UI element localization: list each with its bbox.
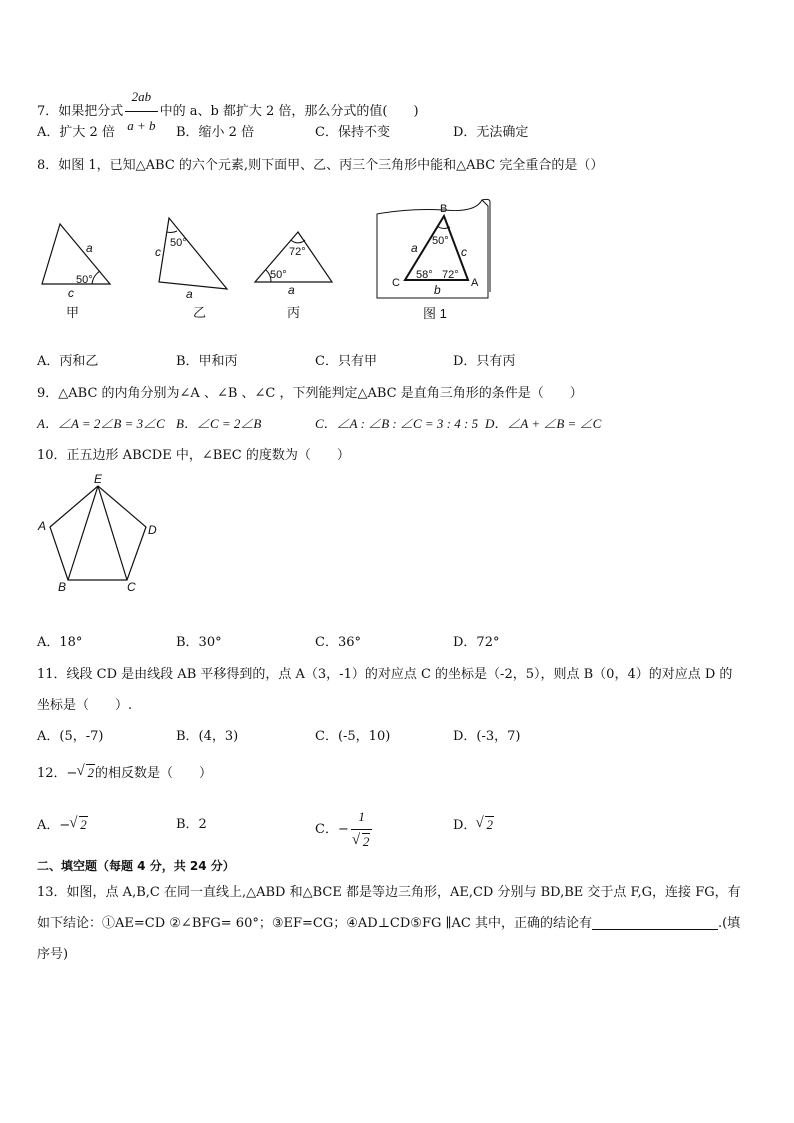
- figure-1: [377, 199, 490, 321]
- q10-option-a: A．18°: [37, 635, 83, 650]
- yi-side1: c: [155, 245, 161, 259]
- q12-rad: 2: [87, 765, 94, 780]
- q7-option-a: A．扩大 2 倍: [37, 125, 115, 140]
- q12-suffix: 的相反数是（ ）: [94, 766, 212, 781]
- fig1-vertex-b: B: [440, 203, 448, 215]
- q10-stem: 10．正五边形 ABCDE 中，∠BEC 的度数为（ ）: [37, 448, 350, 463]
- q12-opt-c-label: C．: [315, 822, 338, 837]
- q12-opt-c-den: [351, 830, 373, 853]
- yi-side2: a: [186, 287, 193, 301]
- q8-stem: 8．如图 1，已知△ABC 的六个元素,则下面甲、乙、丙三个三角形中能和△ABC 完全重合的是（）: [37, 158, 604, 173]
- pentagon-label-d: D: [148, 523, 157, 537]
- bing-caption: 丙: [287, 305, 301, 320]
- q7-fraction: [125, 84, 157, 139]
- q12-opt-d-rad: 2: [486, 817, 493, 832]
- q13-line2-a: 如下结论：①AE=CD ②∠BFG= 60°；③EF=CG；④AD⊥CD⑤FG ∥AC 其中，正确的结论有: [37, 916, 592, 931]
- bing-angle1: 72°: [289, 246, 306, 258]
- triangle-jia: [42, 224, 110, 320]
- q11-option-a: A．(5，-7): [37, 729, 104, 744]
- fig1-vertex-a: A: [471, 277, 479, 289]
- q7-prefix: 7．如果把分式: [37, 104, 124, 119]
- q9-option-c: C．∠A : ∠B : ∠C = 3 : 4 : 5: [315, 416, 479, 431]
- jia-side1: a: [86, 241, 93, 255]
- jia-caption: 甲: [66, 305, 80, 320]
- fig1-side-a: a: [411, 241, 418, 255]
- triangle-yi: [155, 218, 227, 320]
- q12-opt-a-sqrt: [70, 818, 88, 831]
- q7-option-c: C．保持不变: [315, 125, 390, 140]
- q13-line1: 13．如图，点 A,B,C 在同一直线上,△ABD 和△BCE 都是等边三角形，AE,CD 分别与 BD,BE 交于点 F,G，连接 FG，有: [37, 885, 741, 900]
- q8-option-c: C．只有甲: [315, 354, 377, 369]
- q12-opt-d-sqrt: [476, 818, 494, 831]
- q12-opt-c-rad: 2: [362, 834, 370, 849]
- q12-option-c: [315, 806, 374, 853]
- q13-line2: [37, 917, 740, 930]
- q11-option-b: B．(4，3): [176, 729, 239, 744]
- q12-opt-a-rad: 2: [80, 817, 87, 832]
- q10-option-b: B．30°: [176, 635, 222, 650]
- q12-stem: [37, 766, 212, 780]
- bing-side: a: [288, 283, 295, 297]
- q10-option-d: D．72°: [453, 635, 500, 650]
- q8-figures: [30, 192, 550, 332]
- q12-opt-c-sqrt: [353, 831, 371, 853]
- q12-neg: −: [66, 766, 78, 781]
- pentagon-label-a: A: [38, 519, 47, 533]
- q9-option-a: A．∠A = 2∠B = 3∠C: [37, 416, 165, 431]
- fig1-angle-b: 50°: [432, 235, 449, 247]
- q12-opt-c-fraction: [351, 806, 373, 853]
- fig1-angle-a: 72°: [442, 269, 459, 281]
- q7-frac-num: 2ab: [125, 84, 157, 112]
- triangle-bing: [255, 232, 332, 320]
- jia-angle: 50°: [76, 274, 93, 286]
- q11-option-c: C．(-5，10): [315, 729, 391, 744]
- q7-frac-den: a + b: [127, 118, 156, 133]
- fig1-caption: 图 1: [423, 306, 447, 321]
- q13-line2-b: .(填: [717, 916, 741, 931]
- q11-line1: 11．线段 CD 是由线段 AB 平移得到的，点 A（3，-1）的对应点 C 的坐标是（-2，5），则点 B（0，4）的对应点 D 的: [37, 667, 733, 682]
- q12-prefix: 12．: [37, 766, 67, 781]
- q9-option-b: B．∠C = 2∠B: [176, 416, 262, 431]
- q12-opt-c-num: 1: [351, 806, 373, 830]
- q7-suffix: 中的 a、b 都扩大 2 倍，那么分式的值( ): [159, 104, 419, 119]
- q8-option-a: A．丙和乙: [37, 354, 99, 369]
- q9-option-d: D．∠A + ∠B = ∠C: [485, 416, 602, 431]
- q13-line3: 序号): [37, 947, 69, 962]
- q7-option-b: B．缩小 2 倍: [176, 125, 255, 140]
- fig1-vertex-c: C: [392, 277, 400, 289]
- q11-option-d: D．(-3，7): [453, 729, 521, 744]
- section2-title: 二、填空题（每题 4 分，共 24 分）: [37, 859, 235, 873]
- bing-angle2: 50°: [270, 269, 287, 281]
- fig1-angle-c: 58°: [416, 269, 433, 281]
- q10-pentagon-figure: [30, 472, 170, 596]
- q13-answer-blank[interactable]: [592, 917, 718, 930]
- q12-option-a: [37, 818, 88, 832]
- q12-opt-d-label: D．: [453, 818, 477, 833]
- pentagon-label-b: B: [58, 580, 67, 594]
- q8-option-d: D．只有丙: [453, 354, 516, 369]
- yi-caption: 乙: [193, 305, 207, 320]
- fig1-side-b: b: [434, 283, 441, 297]
- pentagon-label-c: C: [127, 580, 136, 594]
- q10-option-c: C．36°: [315, 635, 361, 650]
- q12-opt-a-neg: −: [59, 818, 71, 833]
- q8-option-b: B．甲和丙: [176, 354, 238, 369]
- q12-option-d: [453, 818, 494, 832]
- yi-angle: 50°: [170, 237, 187, 249]
- q7-option-d: D．无法确定: [453, 125, 529, 140]
- q12-option-b: B．2: [176, 817, 207, 832]
- q11-line2: 坐标是（ ）.: [37, 698, 133, 713]
- jia-side2: c: [68, 286, 74, 300]
- fig1-side-c: c: [461, 245, 467, 259]
- q9-stem: 9．△ABC 的内角分别为∠A 、∠B 、∠C ，下列能判定△ABC 是直角三角形的条件是（ ）: [37, 386, 583, 401]
- q12-sqrt: [77, 766, 95, 779]
- pentagon-label-e: E: [94, 472, 103, 486]
- q12-opt-c-neg: −: [337, 822, 349, 837]
- q12-opt-a-label: A．: [37, 818, 60, 833]
